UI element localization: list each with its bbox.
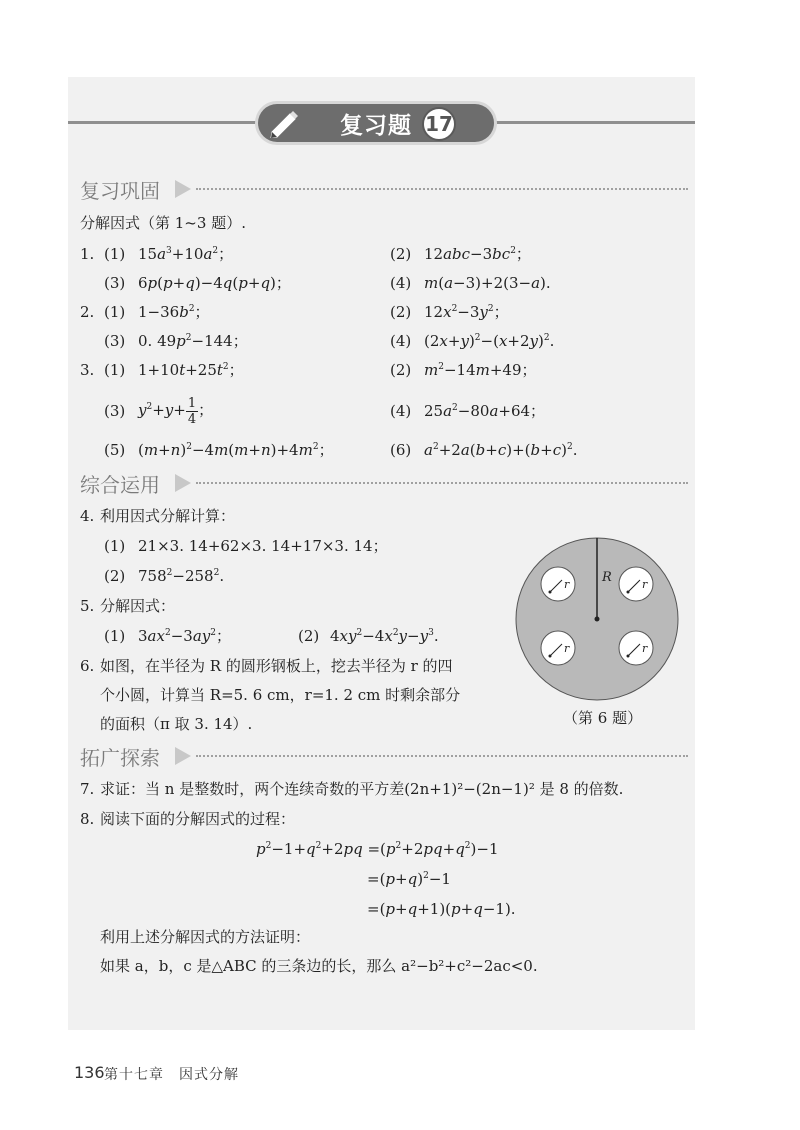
small-circle — [619, 567, 653, 601]
figure-caption: （第 6 题） — [563, 709, 643, 727]
exercise-text: 如果 a，b，c 是△ABC 的三条边的长，那么 a²−b²+c²−2ac<0. — [100, 957, 538, 975]
derivation-line: $=(p+q)^2-1$ — [367, 870, 451, 888]
exercise-intro: 分解因式（第 1~3 题）. — [80, 214, 246, 232]
section-divider — [196, 482, 688, 484]
arrow-right-icon — [175, 474, 191, 492]
exercise-part-label: (1) — [104, 361, 126, 379]
exercise-part-label: (1) — [104, 627, 126, 645]
expression: 21×3. 14+62×3. 14+17×3. 14； — [138, 537, 388, 555]
derivation-line: =(p+q+1)(p+q−1). — [367, 900, 516, 918]
exercise-part-label: (3) — [104, 274, 126, 292]
exercise-text: 分解因式： — [100, 597, 176, 615]
derivation-line: $p^2-1+q^2+2pq =(p^2+2pq+q^2)-1$ — [256, 840, 499, 858]
expression: $1+10t+25t^2$； — [138, 361, 244, 379]
exercise-text: 如图，在半径为 R 的圆形钢板上，挖去半径为 r 的四 — [100, 657, 453, 675]
exercise-part-label: (4) — [390, 332, 412, 350]
exercise-number: 6. — [80, 657, 95, 675]
expression: $a^2+2a(b+c)+(b+c)^2$. — [424, 441, 578, 459]
exercise-text: 阅读下面的分解因式的过程： — [100, 810, 296, 828]
expression: $(m+n)^2-4m(m+n)+4m^2$； — [138, 441, 334, 459]
exercise-part-label: (4) — [390, 274, 412, 292]
small-circle — [541, 567, 575, 601]
arrow-right-icon — [175, 180, 191, 198]
expression: 6p(p+q)−4q(p+q)； — [138, 274, 291, 292]
expression: $y^2+y+$ $\frac{1}{4}$ ； — [138, 395, 214, 427]
exercise-part-label: (1) — [104, 303, 126, 321]
exercise-number: 8. — [80, 810, 95, 828]
svg-text:r: r — [564, 578, 570, 591]
exercise-text: 求证：当 n 是整数时，两个连续奇数的平方差(2n+1)²−(2n−1)² 是 8 的倍数. — [100, 780, 624, 798]
section-title-explore: 拓广探索 — [80, 746, 160, 770]
svg-text:r: r — [564, 642, 570, 655]
exercise-text: 利用上述分解因式的方法证明： — [100, 928, 311, 946]
exercise-part-label: (4) — [390, 402, 412, 420]
chapter-footer: 第十七章 因式分解 — [104, 1067, 239, 1083]
page-number: 136 — [74, 1063, 105, 1082]
arrow-right-icon — [175, 747, 191, 765]
expression: $758^2-258^2$. — [138, 567, 225, 585]
exercise-part-label: (1) — [104, 245, 126, 263]
exercise-number: 5. — [80, 597, 95, 615]
exercise-part-label: (2) — [104, 567, 126, 585]
exercise-part-label: (2) — [390, 303, 412, 321]
steel-plate-figure — [514, 536, 680, 702]
small-circle — [541, 631, 575, 665]
small-circle — [619, 631, 653, 665]
exercise-number: 3. — [80, 361, 95, 379]
exercise-number: 2. — [80, 303, 95, 321]
page-title: 复习题 — [340, 113, 412, 139]
pencil-icon — [268, 108, 302, 138]
expression: $15a^3+10a^2$； — [138, 245, 234, 263]
expression: $12abc-3bc^2$； — [424, 245, 531, 263]
center-point — [595, 617, 600, 622]
exercise-text: 个小圆，计算当 R=5. 6 cm，r=1. 2 cm 时剩余部分 — [100, 686, 461, 704]
section-divider — [196, 755, 688, 757]
expression: $1-36b^2$； — [138, 303, 210, 321]
exercise-part-label: (2) — [390, 361, 412, 379]
exercise-number: 7. — [80, 780, 95, 798]
exercise-part-label: (6) — [390, 441, 412, 459]
section-divider — [196, 188, 688, 190]
section-title-apply: 综合运用 — [80, 473, 160, 497]
chapter-number-badge: 17 — [422, 107, 456, 141]
exercise-part-label: (5) — [104, 441, 126, 459]
exercise-text: 的面积（π 取 3. 14）. — [100, 715, 253, 733]
expression: m(a−3)+2(3−a). — [424, 274, 551, 292]
expression: $m^2-14m+49$； — [424, 361, 537, 379]
exercise-number: 1. — [80, 245, 95, 263]
exercise-part-label: (3) — [104, 402, 126, 420]
exercise-text: 利用因式分解计算： — [100, 507, 236, 525]
section-title-review: 复习巩固 — [80, 179, 160, 203]
expression: $12x^2-3y^2$； — [424, 303, 509, 321]
exercise-number: 4. — [80, 507, 95, 525]
expression: $3ax^2-3ay^2$； — [138, 627, 231, 645]
svg-text:r: r — [642, 578, 648, 591]
radius-label: R — [602, 570, 612, 585]
exercise-part-label: (1) — [104, 537, 126, 555]
exercise-part-label: (2) — [390, 245, 412, 263]
expression: 0. $49p^2-144$； — [138, 332, 248, 350]
exercise-part-label: (3) — [104, 332, 126, 350]
exercise-part-label: (2) — [298, 627, 320, 645]
svg-text:r: r — [642, 642, 648, 655]
expression: $(2x+y)^2-(x+2y)^2$. — [424, 332, 555, 350]
expression: $25a^2-80a+64$； — [424, 402, 546, 420]
expression: $4xy^2-4x^2y-y^3$. — [330, 627, 439, 645]
